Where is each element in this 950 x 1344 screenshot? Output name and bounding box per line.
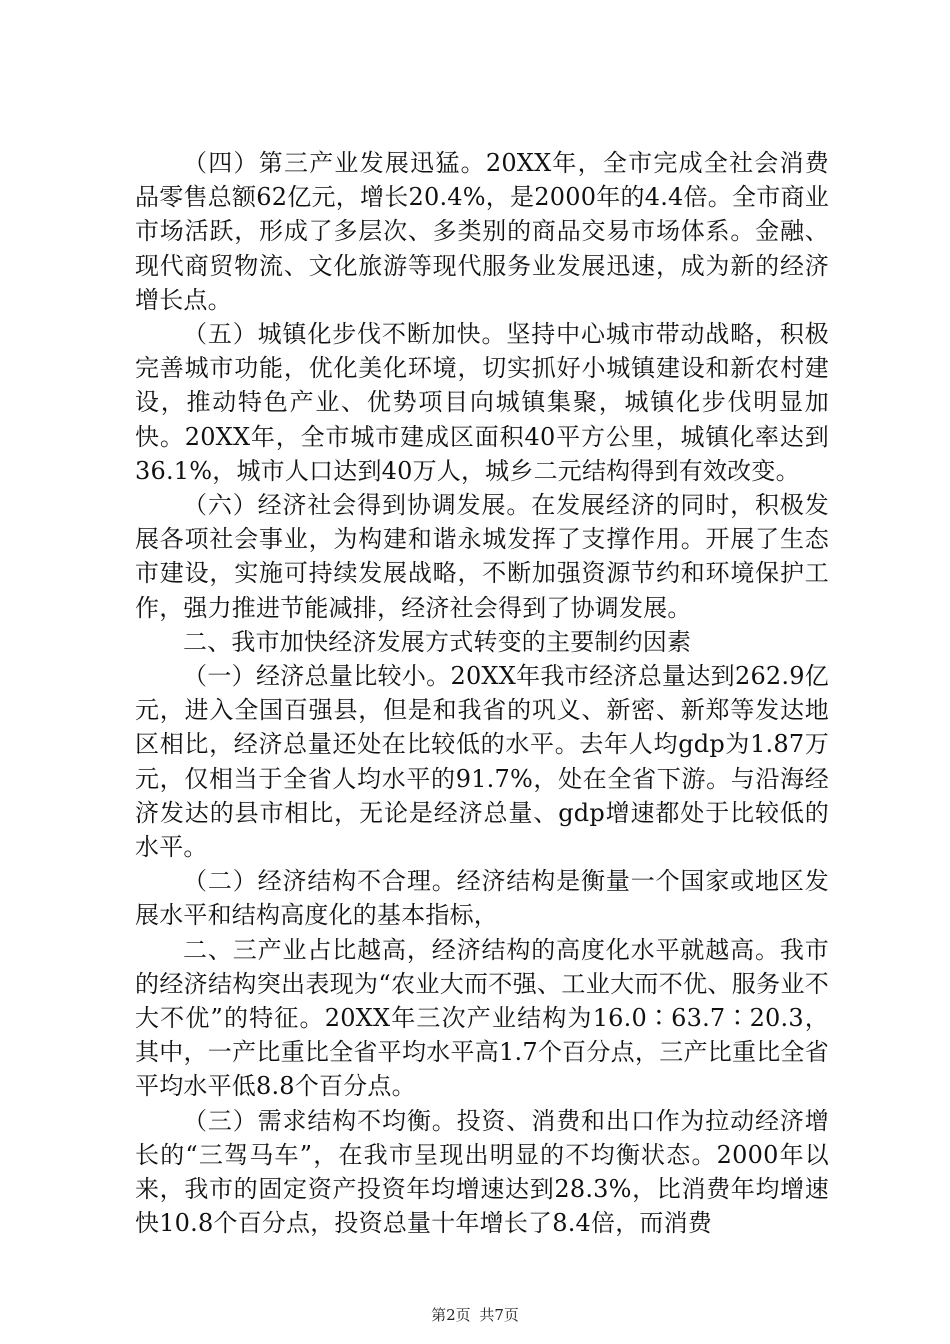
page-footer — [0, 1304, 950, 1325]
document-body — [135, 146, 829, 1241]
page-total: 共7页 — [479, 1306, 519, 1324]
paragraph-urbanization: （五）城镇化步伐不断加快。坚持中心城市带动战略，积极完善城市功能，优化美化环境，切实抓好小城镇建设和新农村建设，推动特色产业、优势项目向城镇集聚，城镇化步伐明显加快。20XX年，全市城市建成区面积40平方公里，城镇化率达到36.1%，城市人口达到40万人，城乡二元结构得到有效改变。 — [135, 320, 829, 485]
paragraph-economic-structure: （二）经济结构不合理。经济结构是衡量一个国家或地区发展水平和结构高度化的基本指标， — [135, 867, 829, 930]
paragraph-industry-ratio: 二、三产业占比越高，经济结构的高度化水平就越高。我市的经济结构突出表现为“农业大而不强、工业大而不优、服务业不大不优”的特征。20XX年三次产业结构为16.0∶63.7∶20.3，其中，一产比重比全省平均水平高1.7个百分点，三产比重比全省平均水平低8.8个百分点。 — [135, 935, 829, 1101]
paragraph-demand-structure: （三）需求结构不均衡。投资、消费和出口作为拉动经济增长的“三驾马车”，在我市呈现出明显的不均衡状态。2000年以来，我市的固定资产投资年均增速达到28.3%，比消费年均增速快10.8个百分点，投资总量十年增长了8.4倍，而消费 — [135, 1106, 829, 1238]
section-heading-constraints: 二、我市加快经济发展方式转变的主要制约因素 — [183, 627, 692, 656]
paragraph-coordinated-development: （六）经济社会得到协调发展。在发展经济的同时，积极发展各项社会事业，为构建和谐永城发挥了支撑作用。开展了生态市建设，实施可持续发展战略，不断加强资源节约和环境保护工作，强力推进节能减排，经济社会得到了协调发展。 — [135, 491, 829, 622]
page-number: 第2页 — [431, 1306, 471, 1324]
paragraph-economic-size: （一）经济总量比较小。20XX年我市经济总量达到262.9亿元，进入全国百强县，但是和我省的巩义、新密、新郑等发达地区相比，经济总量还处在比较低的水平。去年人均gdp为1.87万元，仅相当于全省人均水平的91.7%，处在全省下游。与沿海经济发达的县市相比，无论是经济总量、gdp增速都处于比较低的水平。 — [135, 662, 829, 862]
paragraph-tertiary-industry: （四）第三产业发展迅猛。20XX年，全市完成全社会消费品零售总额62亿元，增长20.4%，是2000年的4.4倍。全市商业市场活跃，形成了多层次、多类别的商品交易市场体系。金融、现代商贸物流、文化旅游等现代服务业发展迅速，成为新的经济增长点。 — [135, 149, 829, 314]
